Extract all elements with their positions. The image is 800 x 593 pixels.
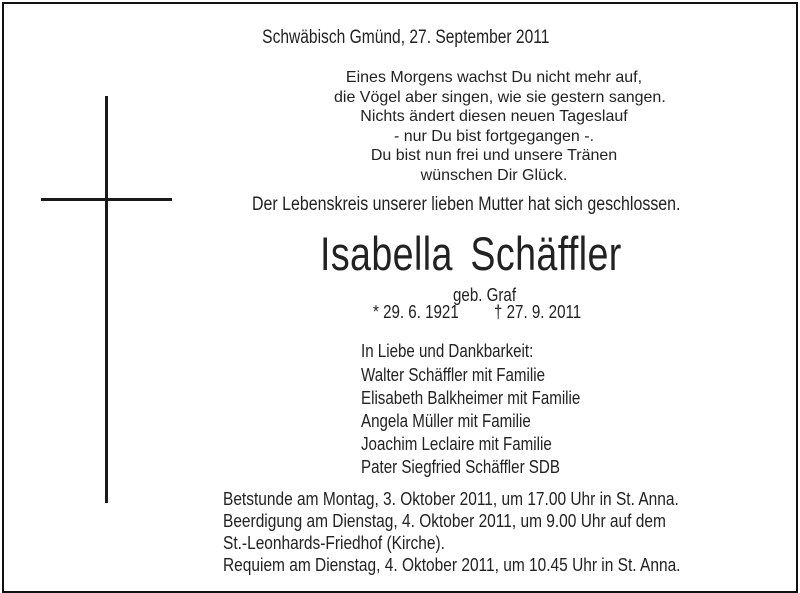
poem-line: wünschen Dir Glück. [420,166,568,184]
poem [334,68,666,185]
life-circle-text: Der Lebenskreis unserer lieben Mutter hat sich geschlossen. [252,194,681,215]
first-name: Isabella [320,227,453,280]
poem-line: Eines Morgens wachst Du nicht mehr auf, [345,69,643,86]
maiden-name: geb. Graf [453,285,517,305]
mourner: Joachim Leclaire mit Familie [361,434,552,454]
mourners-intro: In Liebe und Dankbarkeit: [361,341,534,361]
last-name: Schäffler [470,227,622,280]
mourner: Walter Schäffler mit Familie [361,365,546,385]
obituary-notice [2,2,798,593]
cross-horizontal-bar [41,198,172,201]
poem-line: Nichts ändert diesen neuen Tageslauf [360,108,628,125]
mourner: Elisabeth Balkheimer mit Familie [361,388,581,408]
life-dates [373,302,581,323]
poem-line: Du bist nun frei und unsere Tränen [370,147,618,164]
death-date: † 27. 9. 2011 [494,302,582,322]
service-line: Betstunde am Montag, 3. Oktober 2011, um 17.00 Uhr in St. Anna. [223,489,679,509]
mourner: Pater Siegfried Schäffler SDB [361,457,560,477]
cross-vertical-bar [105,96,108,503]
poem-line: - nur Du bist fortgegangen -. [393,127,595,145]
poem-line: die Vögel aber singen, wie sie gestern sangen. [334,88,666,106]
birth-date: * 29. 6. 1921 [373,302,459,322]
place-date: Schwäbisch Gmünd, 27. September 2011 [262,27,550,48]
service-line: Beerdigung am Dienstag, 4. Oktober 2011, um 9.00 Uhr auf dem [223,511,666,531]
mourner: Angela Müller mit Familie [361,411,531,431]
service-details [223,488,680,576]
deceased-name [320,226,622,281]
mourners-list [361,364,580,479]
service-line: Requiem am Dienstag, 4. Oktober 2011, um 10.45 Uhr in St. Anna. [223,555,681,575]
service-line: St.-Leonhards-Friedhof (Kirche). [223,533,445,553]
